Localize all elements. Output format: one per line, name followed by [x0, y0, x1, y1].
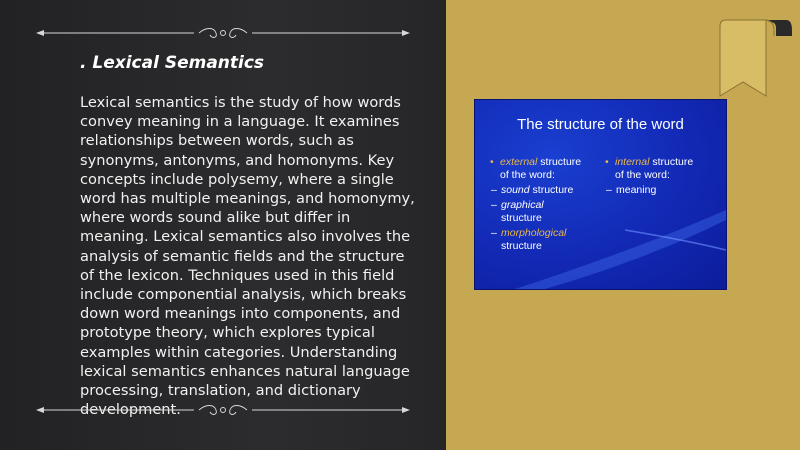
slide-heading: The structure of the word	[517, 116, 684, 133]
scroll-flourish-icon	[199, 29, 247, 38]
title-text: Lexical Semantics	[92, 53, 265, 73]
bookmark-ribbon-icon	[716, 16, 794, 102]
bullet-dot-icon: •	[605, 156, 609, 168]
internal-structure-column	[605, 156, 720, 197]
body-paragraph: Lexical semantics is the study of how words convey meaning in a language. It examines relationships between words, such as synonyms, antonyms, and homonyms. Key concepts include polysemy, where a single word has multiple meanings, and homonymy, where words sound alike but differ in meaning. Lexical semantics also involves the analysis of semantic fields and the structure of the lexicon. Techniques used in this field include componential analysis, which breaks down word meanings into components, and prototype theory, which explores typical examples within categories. Understanding lexical semantics enhances natural language processing, translation, and dictionary development.	[80, 94, 415, 419]
bullet-dot-icon: •	[490, 156, 494, 168]
list-item: – sound structure	[491, 184, 574, 196]
title-prefix: .	[80, 53, 93, 73]
list-item: – graphical structure	[491, 199, 544, 224]
list-item: – morphological structure	[491, 227, 567, 252]
list-item: • internal structure of the word:	[605, 156, 694, 181]
bottom-ornament-divider	[34, 404, 412, 416]
scroll-flourish-icon	[199, 406, 247, 415]
slide-image	[474, 99, 727, 290]
top-ornament-divider	[34, 27, 412, 39]
external-structure-column	[490, 156, 600, 253]
list-item: – meaning	[606, 184, 657, 196]
section-title	[80, 53, 264, 73]
list-item: • external structure of the word:	[490, 156, 582, 181]
